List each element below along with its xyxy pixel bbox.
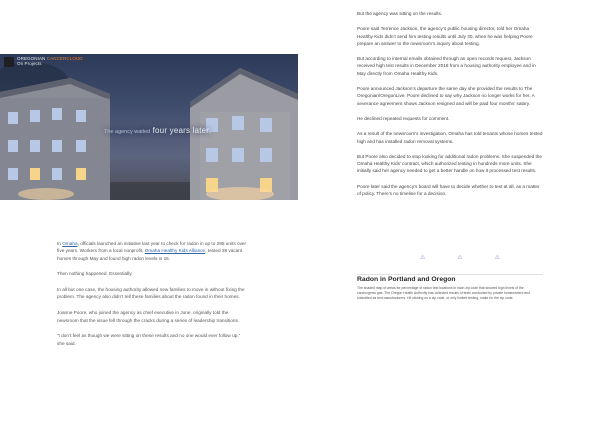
hero-caption-main: four years later. (152, 126, 212, 135)
article-left-column (57, 240, 247, 355)
paragraph: In all but one case, the housing authority allowed new families to move in without fixing the problem. The agency also didn’t tell these families about the radon found in their homes. (57, 287, 245, 300)
paragraph: In Omaha, officials launched an initiative last year to check for radon in up to 285 units over five years. Workers from a local nonprofit, Omaha Healthy Kids Alliance, tested 38 vacant homes through May and found high radon levels in 16. (57, 241, 247, 261)
paragraph: Poore later said the agency’s board will have to decide whether to test at all, as a matter of policy. There’s no timeline for a decision. (357, 183, 540, 197)
brand-logo (4, 57, 83, 67)
hero-caption (104, 126, 211, 135)
paragraph: Poore said Terrence Jackson, the agency’s public housing director, told her Omaha Healthy Kids didn’t send him testing results until July 30, when he was helping Poore prepare an answer to the newsroom’s inquiry about testing. (357, 26, 533, 46)
brand-line1: OREGONIAN (17, 56, 46, 62)
section-divider (420, 254, 500, 261)
paragraph: Then nothing happened. Essentially. (57, 271, 133, 277)
paragraph: Joanne Poore, who joined the agency as chief executive in June, originally told the newsroom that the issue fell through the cracks during a series of leadership transitions. (57, 310, 240, 323)
paragraph: Poore announced Jackson’s departure the same day she provided the results to The Oregonian/OregonLive. Poore declined to say why Jackson no longer works for her. A severance agreement shows Jackson resigned and will be paid four months’ salary. (357, 86, 535, 106)
hero-caption-lead: The agency waited (104, 129, 151, 135)
radon-warning-icon: ⚠ (457, 255, 463, 261)
hero-image (0, 54, 298, 200)
sidebar-title: Radon in Portland and Oregon (357, 276, 456, 283)
divider-line (357, 274, 543, 275)
paragraph: But the agency was sitting on the results. (357, 11, 443, 16)
paragraph: As a result of the newsroom’s investigation, Omaha has told tenants whose homes tested high and has installed radon removal systems. (357, 131, 543, 144)
omaha-link[interactable]: Omaha (62, 241, 78, 246)
paragraph: But Poore also decided to stop looking for additional radon problems. She suspended the Omaha Healthy Kids’ contract, which authorized testing in hundreds more units. She initially said her agency needed to get a better handle on how it processed test results. (357, 153, 543, 174)
paragraph: But according to internal emails obtained through an open records request, Jackson received high test results in December 2018 from a housing authority employee and in May directly from Omaha Healthy Kids. (357, 56, 536, 76)
sidebar-blurb: The shaded map of areas for percentage of radon test locations in each zip code that showed high levels of the carcinogenic gas. The Oregon Health Authority has collected results of tests conducted by private homeowners and submitted as test manufacturers. Hit clicking on a zip code, or only limited testing, make for the zip code. (357, 286, 530, 300)
paragraph: He declined repeated requests for comment. (357, 115, 450, 121)
brand-badge-icon (4, 57, 14, 67)
article-right-column (357, 10, 543, 205)
omaha-healthy-kids-link[interactable]: Omaha Healthy Kids Alliance (144, 248, 206, 254)
paragraph: “I don’t feel as though we were sitting on these results and no one would ever follow up,” she said. (57, 333, 241, 346)
radon-warning-icon: ⚠ (494, 255, 500, 261)
brand-accent: CANCERCLOUD (46, 56, 83, 62)
brand-line2: On Projects (17, 61, 42, 66)
radon-map-sidebar (357, 276, 543, 300)
radon-warning-icon: ⚠ (420, 255, 426, 261)
